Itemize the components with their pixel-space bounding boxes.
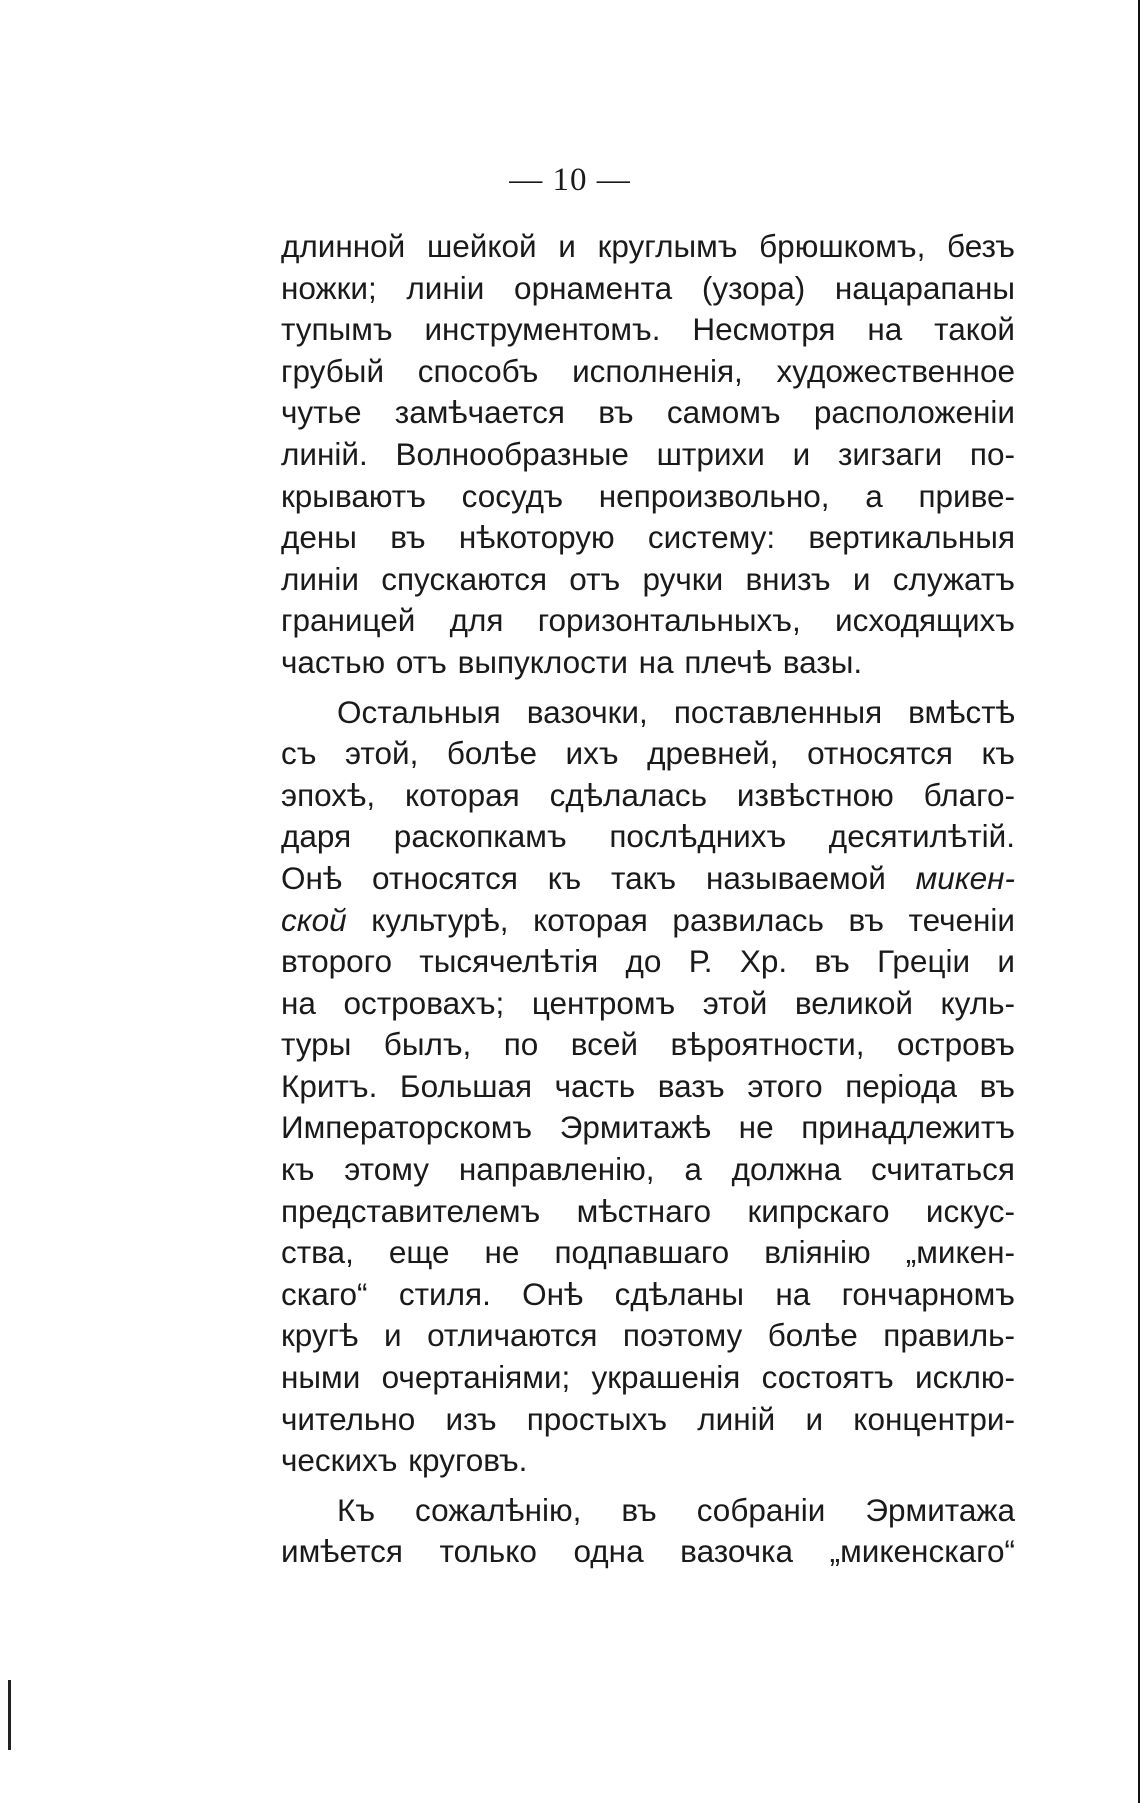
text-line: крываютъ сосудъ непроизвольно, а приве- [281,477,1015,514]
text-line: длинной шейкой и круглымъ брюшкомъ, безъ [281,228,1015,264]
text-line: съ этой, болѣе ихъ древней, относятся къ [281,735,1015,772]
text-line: къ этому направленію, а должна считаться [281,1151,1015,1188]
text-line: кругѣ и отличаются поэтому болѣе правиль- [281,1317,1015,1354]
text-line: ческихъ круговъ. [281,1442,528,1479]
text-line: эпохѣ, которая сдѣлалась извѣстною благо- [281,776,1015,813]
text-line: представителемъ мѣстнаго кипрскаго искус- [281,1192,1015,1229]
text-line: имѣется только одна вазочка „микенскаго“ [281,1533,1015,1570]
text-line: ской культурѣ, которая развилась въ теченіи [281,901,1015,938]
text-line: Критъ. Большая часть вазъ этого періода въ [281,1067,1015,1104]
text-line: частью отъ выпуклости на плечѣ вазы. [281,643,863,680]
italic-term: ской [281,901,347,938]
text-line: второго тысячелѣтія до Р. Хр. въ Греціи и [281,943,1015,980]
text-line: Императорскомъ Эрмитажѣ не принадлежитъ [281,1109,1015,1146]
paragraph-3 [281,1490,1015,1573]
text-line: дены въ нѣкоторую систему: вертикальныя [281,519,1015,556]
page-margin-mark [8,1680,11,1750]
text-line: туры былъ, по всей вѣроятности, островъ [281,1026,1015,1063]
text-line: грубый способъ исполненія, художественное [281,352,1015,389]
body-text [281,226,1015,1573]
text-line: на островахъ; центромъ этой великой куль- [281,984,1015,1021]
text-line: тупымъ инструментомъ. Несмотря на такой [281,311,1015,348]
page-number: — 10 — [509,162,631,198]
text-line: Къ сожалѣнію, въ собраніи Эрмитажа [337,1491,1015,1528]
text-line: Онѣ относятся къ такъ называемой микен- [281,859,1015,896]
text-line: ства, еще не подпавшаго вліянію „микен- [281,1234,1015,1271]
text-line: даря раскопкамъ послѣднихъ десятилѣтій. [281,818,1015,855]
text-line: ножки; линіи орнамента (узора) нацарапаны [281,269,1015,306]
italic-term: микен- [915,859,1015,896]
paragraph-1 [281,226,1015,684]
text-line: границей для горизонтальныхъ, исходящихъ [281,602,1015,639]
text-line: чительно изъ простыхъ линій и концентри- [281,1400,1015,1437]
text-line: ными очертаніями; украшенія состоятъ исклю- [281,1359,1015,1396]
text-line: скаго“ стиля. Онѣ сдѣланы на гончарномъ [281,1275,1015,1312]
paragraph-2 [281,692,1015,1482]
text-line: линій. Волнообразные штрихи и зигзаги по- [281,435,1015,472]
text-line: Остальныя вазочки, поставленныя вмѣстѣ [337,693,1015,730]
text-line: линіи спускаются отъ ручки внизъ и служатъ [281,560,1015,597]
text-line: чутье замѣчается въ самомъ расположеніи [281,394,1015,431]
